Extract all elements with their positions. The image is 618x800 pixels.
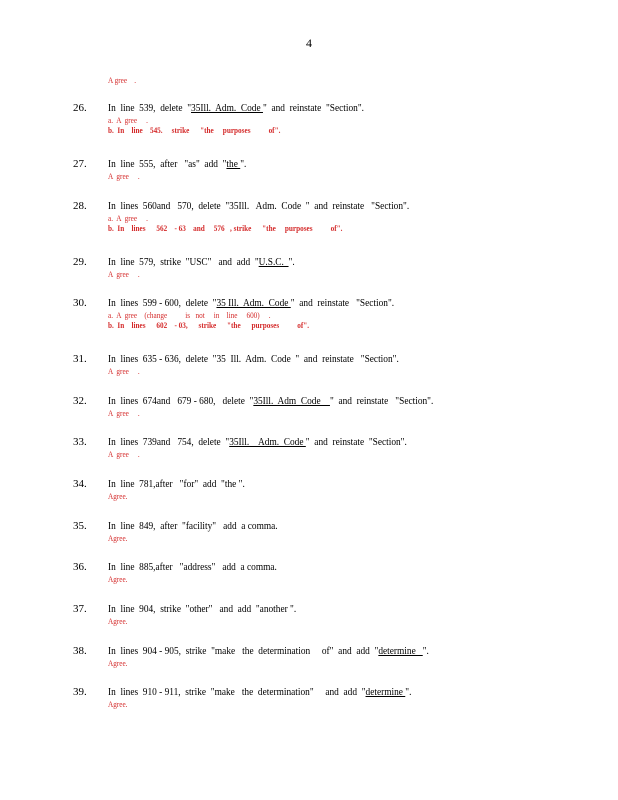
item-body [108, 395, 548, 418]
agree-note: a. A gree (change is not in line 600) . [108, 310, 271, 320]
top-agree-note: A gree . [108, 75, 137, 85]
instruction-pre: In lines 599 - 600, delete " [108, 297, 217, 309]
underlined-insertion: the [226, 158, 241, 170]
agree-note: A gree . [108, 449, 140, 459]
item-body [108, 478, 548, 501]
item-body [108, 686, 548, 709]
instruction-text [108, 561, 482, 574]
agree-note: Agree. [108, 574, 128, 584]
item-body [108, 200, 548, 233]
item-number: 28. [73, 200, 87, 212]
item-number: 26. [73, 102, 87, 114]
instruction-pre: In line 579, strike "USC" and add " [108, 256, 259, 268]
instruction-text [108, 478, 482, 491]
agree-note: b. In lines 602 - 03, strike "the purposes of". [108, 320, 310, 330]
item-number: 27. [73, 158, 87, 170]
instruction-post: " and reinstate "Section". [262, 102, 364, 114]
instruction-pre: In line 781,after "for" add "the ". [108, 478, 245, 490]
agree-note: A gree . [108, 269, 140, 279]
item-number: 33. [73, 436, 87, 448]
instruction-text [108, 256, 482, 269]
item-number: 29. [73, 256, 87, 268]
instruction-pre: In lines 904 - 905, strike "make the determination of" and add " [108, 645, 379, 657]
item-body [108, 256, 548, 279]
item-body [108, 158, 548, 181]
instruction-post: " and reinstate "Section". [329, 395, 434, 407]
item-number: 39. [73, 686, 87, 698]
instruction-pre: In lines 674and 679 - 680, delete " [108, 395, 254, 407]
underlined-insertion: 35Ill. Adm. Code [229, 436, 306, 448]
instruction-post: ". [405, 686, 412, 698]
item-body [108, 520, 548, 543]
instruction-post: ". [240, 158, 247, 170]
underlined-insertion: 35Ill. Adm. Code [191, 102, 263, 114]
agree-note: A gree . [108, 408, 140, 418]
item-number: 31. [73, 353, 87, 365]
underlined-insertion: U.S.C. [258, 256, 289, 268]
instruction-text [108, 353, 482, 366]
instruction-text [108, 686, 482, 699]
page-number: 4 [306, 36, 312, 50]
underlined-insertion: determine [378, 645, 423, 657]
instruction-pre: In lines 739and 754, delete " [108, 436, 230, 448]
instruction-pre: In lines 910 - 911, strike "make the determination" and add " [108, 686, 366, 698]
instruction-text [108, 297, 482, 310]
instruction-pre: In lines 635 - 636, delete "35 Ill. Adm. Code " and reinstate "Section". [108, 353, 399, 365]
instruction-post: ". [288, 256, 295, 268]
item-body [108, 645, 548, 668]
instruction-text [108, 520, 482, 533]
agree-note: b. In lines 562 - 63 and 576 , strike "the purposes of". [108, 223, 343, 233]
agree-note: A gree . [108, 171, 140, 181]
item-body [108, 102, 548, 135]
item-number: 34. [73, 478, 87, 490]
agree-note: a. A gree . [108, 115, 148, 125]
instruction-pre: In line 885,after "address" add a comma. [108, 561, 277, 573]
instruction-pre: In line 555, after "as" add " [108, 158, 227, 170]
item-number: 37. [73, 603, 87, 615]
instruction-text [108, 395, 482, 408]
instruction-text [108, 603, 482, 616]
agree-note: A gree . [108, 366, 140, 376]
instruction-text [108, 158, 482, 171]
item-number: 30. [73, 297, 87, 309]
underlined-insertion: determine [365, 686, 406, 698]
item-number: 32. [73, 395, 87, 407]
instruction-post: ". [422, 645, 429, 657]
agree-note: b. In line 545. strike "the purposes of". [108, 125, 281, 135]
agree-note: Agree. [108, 616, 128, 626]
instruction-post: " and reinstate "Section". [290, 297, 395, 309]
instruction-post: " and reinstate "Section". [305, 436, 407, 448]
instruction-pre: In line 849, after "facility" add a comma. [108, 520, 278, 532]
item-body [108, 561, 548, 584]
instruction-pre: In lines 560and 570, delete "35Ill. Adm. Code " and reinstate "Section". [108, 200, 410, 212]
agree-note: Agree. [108, 658, 128, 668]
instruction-pre: In line 539, delete " [108, 102, 192, 114]
underlined-insertion: 35 Ill. Adm. Code [216, 297, 291, 309]
instruction-pre: In line 904, strike "other" and add "another ". [108, 603, 297, 615]
instruction-text [108, 436, 482, 449]
agree-note: a. A gree . [108, 213, 148, 223]
agree-note: Agree. [108, 533, 128, 543]
instruction-text [108, 645, 482, 658]
item-body [108, 353, 548, 376]
instruction-text [108, 200, 482, 213]
item-number: 35. [73, 520, 87, 532]
agree-note: Agree. [108, 699, 128, 709]
instruction-text [108, 102, 482, 115]
item-number: 38. [73, 645, 87, 657]
underlined-insertion: 35Ill. Adm Code [253, 395, 330, 407]
item-body [108, 297, 548, 330]
agree-note: Agree. [108, 491, 128, 501]
item-number: 36. [73, 561, 87, 573]
item-body [108, 436, 548, 459]
item-body [108, 603, 548, 626]
